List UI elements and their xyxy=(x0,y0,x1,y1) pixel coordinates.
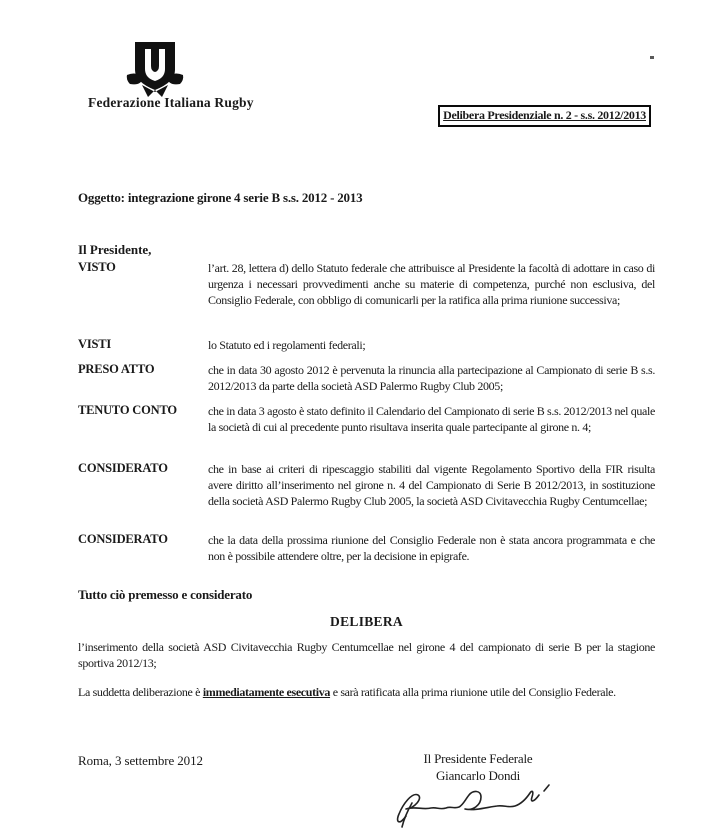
subject-line: Oggetto: integrazione girone 4 serie B s.s. 2012 - 2013 xyxy=(78,190,363,205)
opening-line: Il Presidente, xyxy=(78,242,152,257)
signature-title: Il Presidente Federale xyxy=(423,751,533,766)
signature-block xyxy=(393,751,563,784)
clause-label: CONSIDERATO xyxy=(78,532,168,546)
clause-row xyxy=(78,403,655,435)
clause-row xyxy=(78,461,655,509)
clause-label: PRESO ATTO xyxy=(78,362,155,376)
execution-prefix: La suddetta deliberazione è xyxy=(78,685,203,699)
fir-shield-logo-icon xyxy=(126,40,184,102)
clause-text: che in data 30 agosto 2012 è pervenuta la rinuncia alla partecipazione al Campionato di serie B s.s. 2012/2013 da parte della società ASD Palermo Rugby Club 2005; xyxy=(208,363,655,393)
org-name: Federazione Italiana Rugby xyxy=(88,95,254,110)
clause-label: TENUTO CONTO xyxy=(78,403,177,417)
premise-line: Tutto ciò premesso e considerato xyxy=(78,587,253,602)
place-date-line: Roma, 3 settembre 2012 xyxy=(78,753,203,768)
clause-text: l’art. 28, lettera d) dello Statuto federale che attribuisce al Presidente la facoltà di adottare in caso di urgenza i necessari provvedimenti anche su materie di competenza, purché non esclusiva, del Consiglio Federale, con obbligo di comunicarli per la ratifica alla prima riunione successiva; xyxy=(208,261,655,307)
scan-artifact-speck xyxy=(650,56,654,59)
clause-row xyxy=(78,532,655,564)
clause-row xyxy=(78,337,655,353)
clause-text: lo Statuto ed i regolamenti federali; xyxy=(208,338,366,352)
clause-label: CONSIDERATO xyxy=(78,461,168,475)
clause-row xyxy=(78,362,655,394)
clause-label: VISTI xyxy=(78,337,112,351)
clause-text: che in base ai criteri di ripescaggio stabiliti dal vigente Regolamento Sportivo della FIR risulta avere diritto all’inserimento nel girone n. 4 del Campionato di Serie B 2012/2013, in sostituzione della società ASD Palermo Rugby Club 2005, la società ASD Civitavecchia Rugby Centumcellae; xyxy=(208,462,655,508)
clause-text: che la data della prossima riunione del Consiglio Federale non è stata ancora programmata e che non è possibile attendere oltre, per la decisione in epigrafe. xyxy=(208,533,655,563)
signature-name: Giancarlo Dondi xyxy=(435,767,520,783)
clause-row xyxy=(78,260,655,308)
decision-paragraph: l’inserimento della società ASD Civitavecchia Rugby Centumcellae nel girone 4 del campionato di serie B per la stagione sportiva 2012/13; xyxy=(78,640,655,670)
handwritten-signature-icon xyxy=(392,782,560,828)
clause-text: che in data 3 agosto è stato definito il Calendario del Campionato di serie B s.s. 2012/2013 nel quale la società di cui al precedente punto risultava inserita quale partecipante al girone n. 4; xyxy=(208,404,655,434)
execution-paragraph xyxy=(78,684,655,700)
execution-suffix: e sarà ratificata alla prima riunione utile del Consiglio Federale. xyxy=(330,685,616,699)
clause-label: VISTO xyxy=(78,260,116,274)
execution-emphasis: immediatamente esecutiva xyxy=(202,685,331,699)
doc-reference-box: Delibera Presidenziale n. 2 - s.s. 2012/2013 xyxy=(438,105,651,127)
decision-heading: DELIBERA xyxy=(330,614,403,629)
